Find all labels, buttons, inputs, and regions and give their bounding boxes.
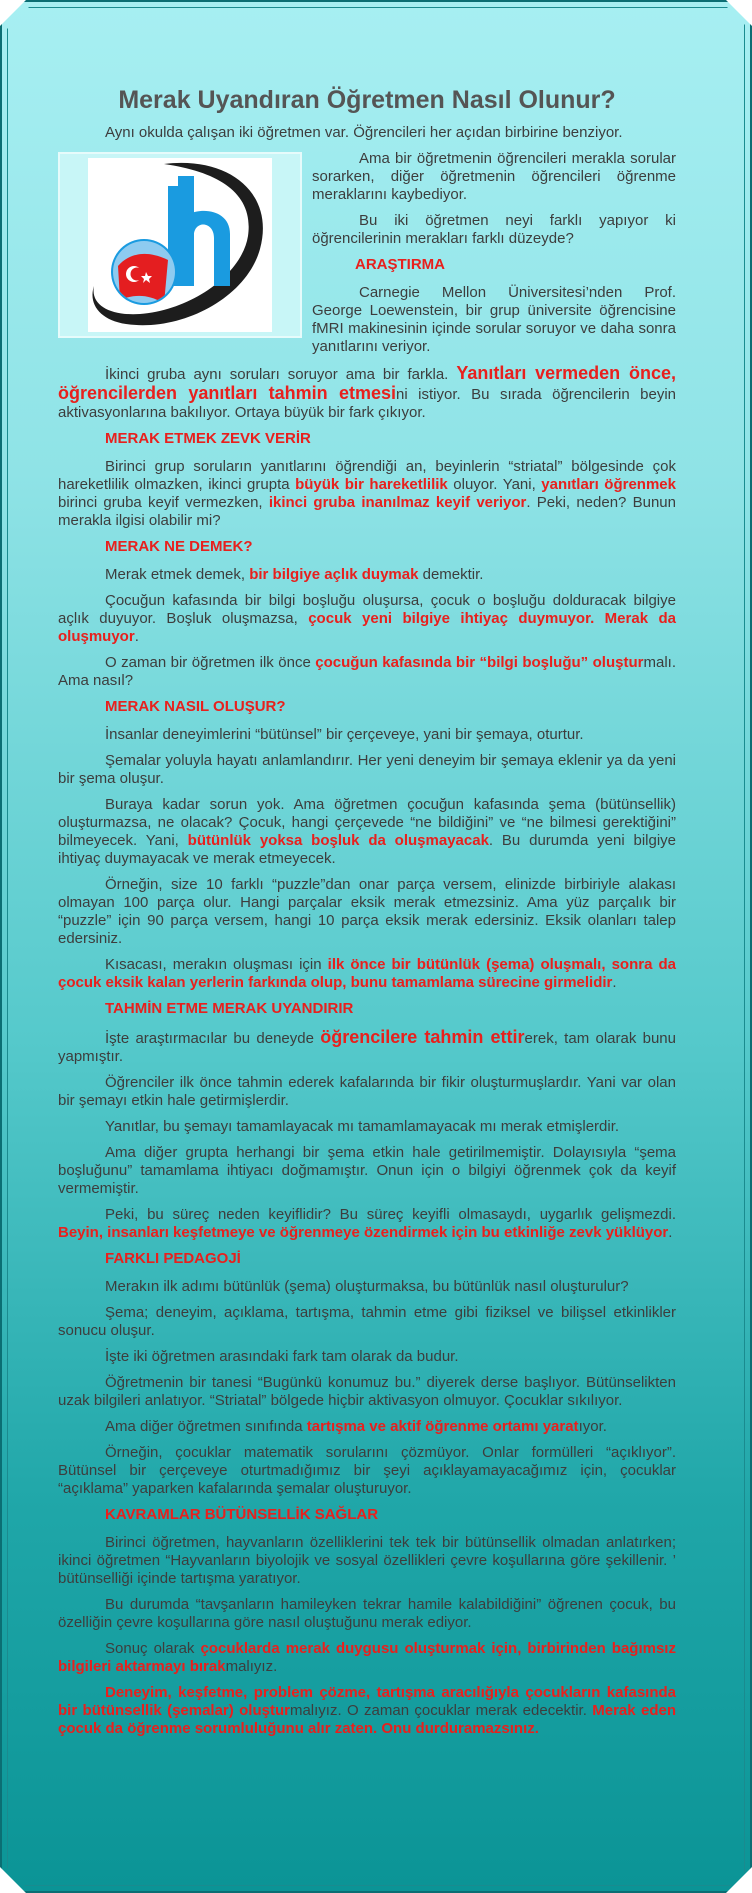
p11-text-a: Buraya kadar sorun yok. Ama öğretmen çocuğun kafasında şema (bütünsellik) oluşturmazsa, ne olacak? Çocuk, hangi çerçevede “ne bildiğini” ve “ne bilmesi gerektiğini” bilmeyecek. Yani, bbox=[58, 796, 676, 849]
heading-farkli-pedagoji: FARKLI PEDAGOJİ bbox=[105, 1250, 241, 1267]
p14-text-a: İşte araştırmacılar bu deneyde bbox=[105, 1030, 321, 1047]
paragraph-2: Bu iki öğretmen neyi farklı yapıyor ki öğrencilerinin merakları farklı düzeyde? bbox=[312, 212, 676, 247]
p23-highlight: tartışma ve aktif öğrenme ortamı yarat bbox=[306, 1418, 579, 1435]
paragraph-23 bbox=[58, 1418, 676, 1436]
p27-highlight: çocuklarda merak duygusu oluşturmak için, birbirinden bağımsız bilgileri aktarmayı bırak bbox=[58, 1640, 676, 1675]
heading-tahmin-etme: TAHMİN ETME MERAK UYANDIRIR bbox=[105, 1000, 354, 1017]
paragraph-22: Öğretmenin bir tanesi “Bugünkü konumuz bu.” diyerek derse başlıyor. Bütünselikten uzak bilgileri anlatıyor. “Striatal” bölgede hiçbir aktivasyon olmuyor. Çocuklar sıkılıyor. bbox=[58, 1374, 676, 1409]
p7-text-c: . bbox=[134, 628, 139, 645]
p5-text-c: oluyor. Yani, bbox=[447, 476, 542, 493]
p28-text-b: malıyız. O zaman çocuklar merak edecektir. bbox=[289, 1702, 593, 1719]
intro-paragraph: Aynı okulda çalışan iki öğretmen var. Öğrencileri her açıdan birbirine benziyor. bbox=[105, 124, 623, 141]
p23-text-a: Ama diğer öğretmen sınıfında bbox=[105, 1418, 307, 1435]
paragraph-21: İşte iki öğretmen arasındaki fark tam olarak da budur. bbox=[105, 1348, 459, 1365]
paragraph-1: Ama bir öğretmenin öğrencileri merakla sorular sorarken, diğer öğretmenin öğrencileri öğrenme meraklarını kaybediyor. bbox=[312, 150, 676, 203]
p8-text-c: malı. Ama nasıl? bbox=[58, 654, 676, 689]
p5-text-a: Birinci grup soruların yanıtlarını öğrendiği an, beyinlerin “striatal” bölgesinde çok hareketlilik olmazken, ikinci grupta bbox=[58, 458, 676, 493]
paragraph-12: Örneğin, size 10 farklı “puzzle”dan onar parça versem, elinizde birbiriyle alakası olmayan 100 parça olur. Hangi parçalar eksik merak etmezsiniz. Ama yüz parçalık bir “puzzle” için 90 parça versem, hangi 10 parça eksik merak edersiniz. Eksik olanları talep edersiniz. bbox=[58, 876, 676, 947]
p18-highlight: Beyin, insanları keşfetmeye ve öğrenmeye özendirmek için bu etkinliğe zevk yüklüyor bbox=[58, 1224, 669, 1241]
p5-highlight-d: yanıtları öğrenmek bbox=[541, 476, 676, 493]
paragraph-26: Bu durumda “tavşanların hamileyken tekrar hamile kalabildiğini” öğrenen çocuk, bu özelliğin çevre koşullarına göre nasıl oluştuğunu merak ediyor. bbox=[58, 1596, 676, 1631]
p28-highlight-a: Deneyim, keşfetme, problem çözme, tartışma aracılığıyla çocukların kafasında bir bütünsellik (şemalar) oluştur bbox=[58, 1684, 676, 1719]
p14-text-c: erek, tam olarak bunu yapmıştır. bbox=[58, 1030, 676, 1065]
p13-text-c: . bbox=[612, 974, 617, 991]
p4-text-a: İkinci gruba aynı soruları soruyor ama bir farkla. bbox=[105, 366, 457, 383]
p6-highlight: bir bilgiye açlık duymak bbox=[249, 566, 419, 583]
paragraph-11 bbox=[58, 796, 676, 868]
heading-merak-etmek-zevk: MERAK ETMEK ZEVK VERİR bbox=[105, 430, 311, 447]
paragraph-7 bbox=[58, 592, 676, 646]
paragraph-5 bbox=[58, 458, 676, 530]
paragraph-19: Merakın ilk adımı bütünlük (şema) oluşturmaksa, bu bütünlük nasıl oluşturulur? bbox=[105, 1278, 629, 1295]
logo-icon bbox=[60, 154, 300, 336]
heading-merak-nasil-olusur: MERAK NASIL OLUŞUR? bbox=[105, 698, 286, 715]
p18-text-a: Peki, bu süreç neden keyiflidir? Bu süreç keyifli olmasaydı, uygarlık gelişmezdi. bbox=[105, 1206, 676, 1223]
heading-kavramlar: KAVRAMLAR BÜTÜNSELLİK SAĞLAR bbox=[105, 1506, 379, 1523]
paragraph-3: Carnegie Mellon Üniversitesi’nden Prof. George Loewenstein, bir grup üniversite öğrencisine fMRI makinesinin içinde sorular soruyor ve daha sonra yanıtlarını veriyor. bbox=[312, 284, 676, 355]
paragraph-10: Şemalar yoluyla hayatı anlamlandırır. Her yeni deneyim bir şemaya eklenir ya da yeni bir şema oluşur. bbox=[58, 752, 676, 787]
paragraph-9: İnsanlar deneyimlerini “bütünsel” bir çerçeveye, yani bir şemaya, oturtur. bbox=[105, 726, 584, 743]
paragraph-8 bbox=[58, 654, 676, 690]
heading-arastirma: ARAŞTIRMA bbox=[355, 256, 445, 273]
p14-highlight: öğrencilere tahmin ettir bbox=[320, 1027, 525, 1047]
p8-highlight: çocuğun kafasında bir “bilgi boşluğu” oluştur bbox=[315, 654, 644, 671]
p28-highlight-c: Merak eden çocuk da öğrenme sorumluluğunu alır zaten. Onu durduramazsınız. bbox=[58, 1702, 676, 1737]
p5-highlight-b: büyük bir hareketlilik bbox=[295, 476, 448, 493]
paragraph-20: Şema; deneyim, açıklama, tartışma, tahmin etme gibi fiziksel ve bilişsel etkinlikler sonucu oluşur. bbox=[58, 1304, 676, 1339]
paragraph-13 bbox=[58, 956, 676, 992]
p6-text-a: Merak etmek demek, bbox=[105, 566, 250, 583]
heading-merak-ne-demek: MERAK NE DEMEK? bbox=[105, 538, 253, 555]
p6-text-c: demektir. bbox=[418, 566, 484, 583]
paragraph-25: Birinci öğretmen, hayvanların özelliklerini tek tek bir bütünsellik olmadan anlatırken; ikinci öğretmen “Hayvanların biyolojik ve sosyal özellikleri çevre koşullarına göre şekillenir. ’ bütünselliği içinde tartışma yaratıyor. bbox=[58, 1534, 676, 1587]
paragraph-17: Ama diğer grupta herhangi bir şema etkin hale getirilmemiştir. Dolayısıyla “şema boşluğunu” tamamlama ihtiyacı doğmamıştır. Onun için o bilgiyi öğrenmek çok da keyif vermemiştir. bbox=[58, 1144, 676, 1197]
paragraph-15: Öğrenciler ilk önce tahmin ederek kafalarında bir fikir oluşturmuşlardır. Yani var olan bir şemayı etkin hale getirmişlerdir. bbox=[58, 1074, 676, 1109]
p13-highlight: ilk önce bir bütünlük (şema) oluşmalı, sonra da çocuk eksik kalan yerlerin farkında olup, bunu tamamlama sürecine girmelidir bbox=[58, 956, 676, 991]
paragraph-4 bbox=[58, 364, 676, 422]
p13-text-a: Kısacası, merakın oluşması için bbox=[105, 956, 328, 973]
p27-text-c: malıyız. bbox=[225, 1658, 278, 1675]
p18-text-c: . bbox=[668, 1224, 673, 1241]
p5-text-g: . Peki, neden? Bunun merakla ilgisi olabilir mi? bbox=[58, 494, 676, 529]
page-title: Merak Uyandıran Öğretmen Nasıl Olunur? bbox=[118, 86, 616, 114]
paragraph-24: Örneğin, çocuklar matematik sorularını çözmüyor. Onlar formülleri “açıklıyor”. Bütünsel bir çerçeveye oturtmadığımız bir şeyi açıklayamayacağımız için, çocuklar “açıklama” yaparken kafalarında şemalar oluşturuyor. bbox=[58, 1444, 676, 1497]
paragraph-14 bbox=[58, 1028, 676, 1066]
p5-highlight-f: ikinci gruba inanılmaz keyif veriyor bbox=[268, 494, 527, 511]
p27-text-a: Sonuç olarak bbox=[105, 1640, 201, 1657]
p8-text-a: O zaman bir öğretmen ilk önce bbox=[105, 654, 316, 671]
article bbox=[58, 84, 676, 1746]
paragraph-27 bbox=[58, 1640, 676, 1676]
p7-text-a: Çocuğun kafasında bir bilgi boşluğu oluşursa, çocuk o boşluğu dolduracak bilgiye açlık duyuyor. Boşluk oluşmazsa, bbox=[58, 592, 676, 627]
p4-text-c: ni istiyor. Bu sırada öğrencilerin beyin aktivasyonlarına bakılıyor. Ortaya büyük bir fark çıkıyor. bbox=[58, 386, 676, 421]
paragraph-28 bbox=[58, 1684, 676, 1738]
p23-text-c: ıyor. bbox=[578, 1418, 607, 1435]
p4-highlight: Yanıtları vermeden önce, öğrencilerden yanıtları tahmin etmesi bbox=[58, 363, 676, 403]
p7-highlight: çocuk yeni bilgiye ihtiyaç duymuyor. Merak da oluşmuyor bbox=[58, 610, 676, 645]
p11-text-c: . Bu durumda yeni bilgiye ihtiyaç duymayacak ve merak etmeyecek. bbox=[58, 832, 676, 867]
p11-highlight: bütünlük yoksa boşluk da oluşmayacak bbox=[187, 832, 489, 849]
p5-text-e: birinci gruba keyif vermezken, bbox=[58, 494, 269, 511]
paragraph-16: Yanıtlar, bu şemayı tamamlayacak mı tamamlamayacak mı merak etmişlerdir. bbox=[105, 1118, 620, 1135]
paragraph-18 bbox=[58, 1206, 676, 1242]
paragraph-6 bbox=[58, 566, 676, 584]
logo-frame bbox=[58, 152, 302, 338]
